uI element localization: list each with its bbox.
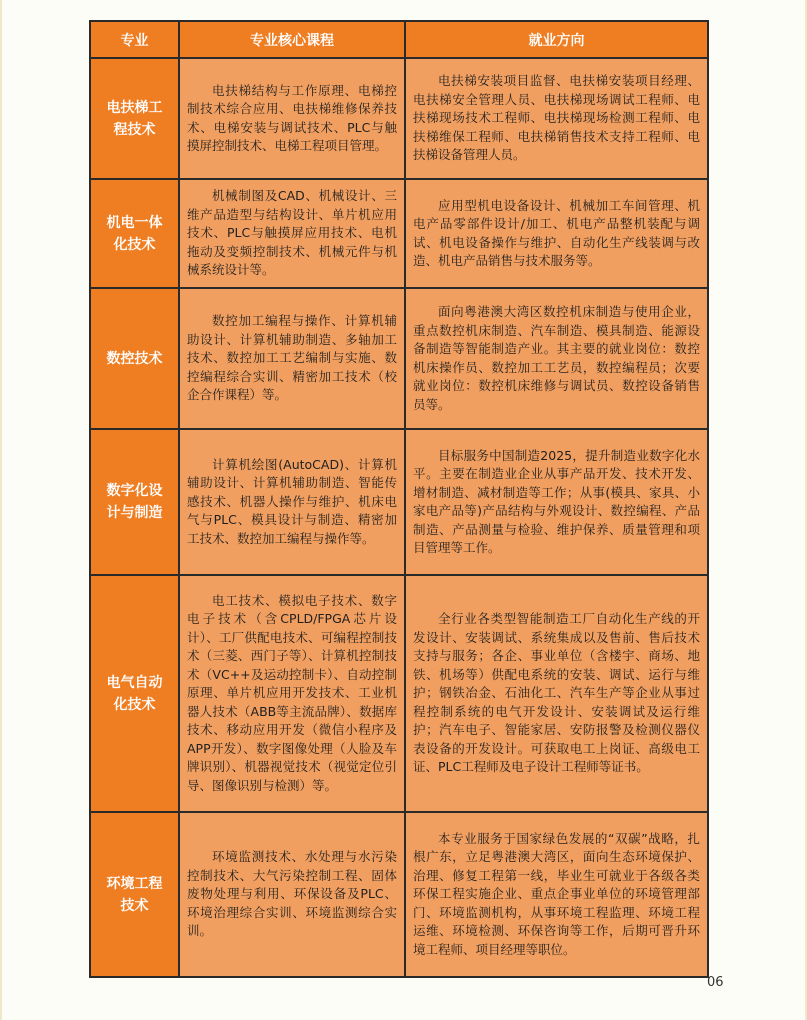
header-major: 专业	[90, 21, 179, 58]
header-core-courses: 专业核心课程	[179, 21, 405, 58]
core-courses-text: 电扶梯结构与工作原理、电梯控制技术综合应用、电扶梯维修保养技术、电梯安装与调试技术、PLC与触摸屏控制技术、电梯工程项目管理。	[187, 82, 397, 153]
core-courses-text: 计算机绘图(AutoCAD)、计算机辅助设计、计算机辅助制造、智能传感技术、机器人操作与维护、机床电气与PLC、模具设计与制造、精密加工技术、数控加工编程与操作等。	[187, 456, 397, 546]
header-career-direction: 就业方向	[405, 21, 708, 58]
career-direction-text: 本专业服务于国家绿色发展的“双碳”战略，扎根广东，立足粤港澳大湾区，面向生态环境保护、治理、修复工程第一线，毕业生可就业于各级各类环保工程实施企业、重点企事业单位的环境管理部门、环境监测机构，从事环境工程监理、环境工程运维、环境检测、环保咨询等工作，后期可晋升环境工程师、项目经理等职位。	[413, 830, 700, 957]
career-direction-text: 全行业各类型智能制造工厂自动化生产线的开发设计、安装调试、系统集成以及售前、售后技术支持与服务；各企、事业单位（含楼宇、商场、地铁、机场等）供配电系统的安装、调试、运行与维护；钢铁冶金、石油化工、汽车生产等企业从事过程控制系统的电气开发设计、安装调试及运行维护；汽车电子、智能家居、安防报警及检测仪器仪表设备的开发设计。可获取电工上岗证、高级电工证、PLC工程师及电子设计工程师等证书。	[413, 611, 700, 775]
page-number: 06	[707, 975, 724, 990]
core-courses	[179, 288, 405, 429]
career-direction	[405, 58, 708, 179]
core-courses-text: 环境监测技术、水处理与水污染控制技术、大气污染控制工程、固体废物处理与利用、环保设备及PLC、环境治理综合实训、环境监测综合实训。	[187, 849, 397, 939]
table-header-row	[90, 21, 708, 58]
core-courses	[179, 575, 405, 812]
major-name: 电气自动化技术	[90, 575, 179, 812]
table-row	[90, 429, 708, 575]
career-direction-text: 电扶梯安装项目监督、电扶梯安装项目经理、电扶梯安全管理人员、电扶梯现场调试工程师、电扶梯现场技术工程师、电扶梯现场检测工程师、电扶梯维保工程师、电扶梯销售技术支持工程师、电扶梯设备管理人员。	[413, 73, 700, 163]
career-direction-text: 应用型机电设备设计、机械加工车间管理、机电产品零部件设计/加工、机电产品整机装配与调试、机电设备操作与维护、自动化生产线装调与改造、机电产品销售与技术服务等。	[413, 197, 700, 268]
major-name: 数字化设计与制造	[90, 429, 179, 575]
major-name: 数控技术	[90, 288, 179, 429]
table-row	[90, 288, 708, 429]
core-courses-text: 机械制图及CAD、机械设计、三维产品造型与结构设计、单片机应用技术、PLC与触摸屏应用技术、电机拖动及变频控制技术、机械元件与机械系统设计等。	[187, 188, 397, 278]
career-direction	[405, 179, 708, 288]
table-row	[90, 575, 708, 812]
major-name: 环境工程技术	[90, 812, 179, 977]
career-direction	[405, 429, 708, 575]
career-direction	[405, 812, 708, 977]
core-courses	[179, 58, 405, 179]
career-direction	[405, 575, 708, 812]
table-row	[90, 58, 708, 179]
majors-table	[89, 20, 709, 978]
core-courses-text: 电工技术、模拟电子技术、数字电子技术（含CPLD/FPGA芯片设计）、工厂供配电技术、可编程控制技术（三菱、西门子等）、计算机控制技术（VC++及运动控制卡）、自动控制原理、单片机应用开发技术、工业机器人技术（ABB等主流品牌）、数据库技术、移动应用开发（微信小程序及APP开发）、数字图像处理（人脸及车牌识别）、机器视觉技术（视觉定位引导、图像识别与检测）等。	[187, 592, 397, 793]
core-courses	[179, 429, 405, 575]
career-direction	[405, 288, 708, 429]
career-direction-text: 目标服务中国制造2025，提升制造业数字化水平。主要在制造业企业从事产品开发、技术开发、增材制造、减材制造等工作；从事(模具、家具、小家电产品等)产品结构与外观设计、数控编程、产品制造、产品测量与检验、维护保养、质量管理和项目管理等工作。	[413, 447, 700, 555]
table-row	[90, 179, 708, 288]
core-courses-text: 数控加工编程与操作、计算机辅助设计、计算机辅助制造、多轴加工技术、数控加工工艺编制与实施、数控编程综合实训、精密加工技术（校企合作课程）等。	[187, 313, 397, 403]
career-direction-text: 面向粤港澳大湾区数控机床制造与使用企业，重点数控机床制造、汽车制造、模具制造、能源设备制造等智能制造产业。其主要的就业岗位：数控机床操作员、数控加工工艺员，数控编程员；次要就业岗位：数控机床维修与调试员、数控设备销售员等。	[413, 304, 700, 412]
major-name: 电扶梯工程技术	[90, 58, 179, 179]
core-courses	[179, 179, 405, 288]
major-name: 机电一体化技术	[90, 179, 179, 288]
core-courses	[179, 812, 405, 977]
table-row	[90, 812, 708, 977]
